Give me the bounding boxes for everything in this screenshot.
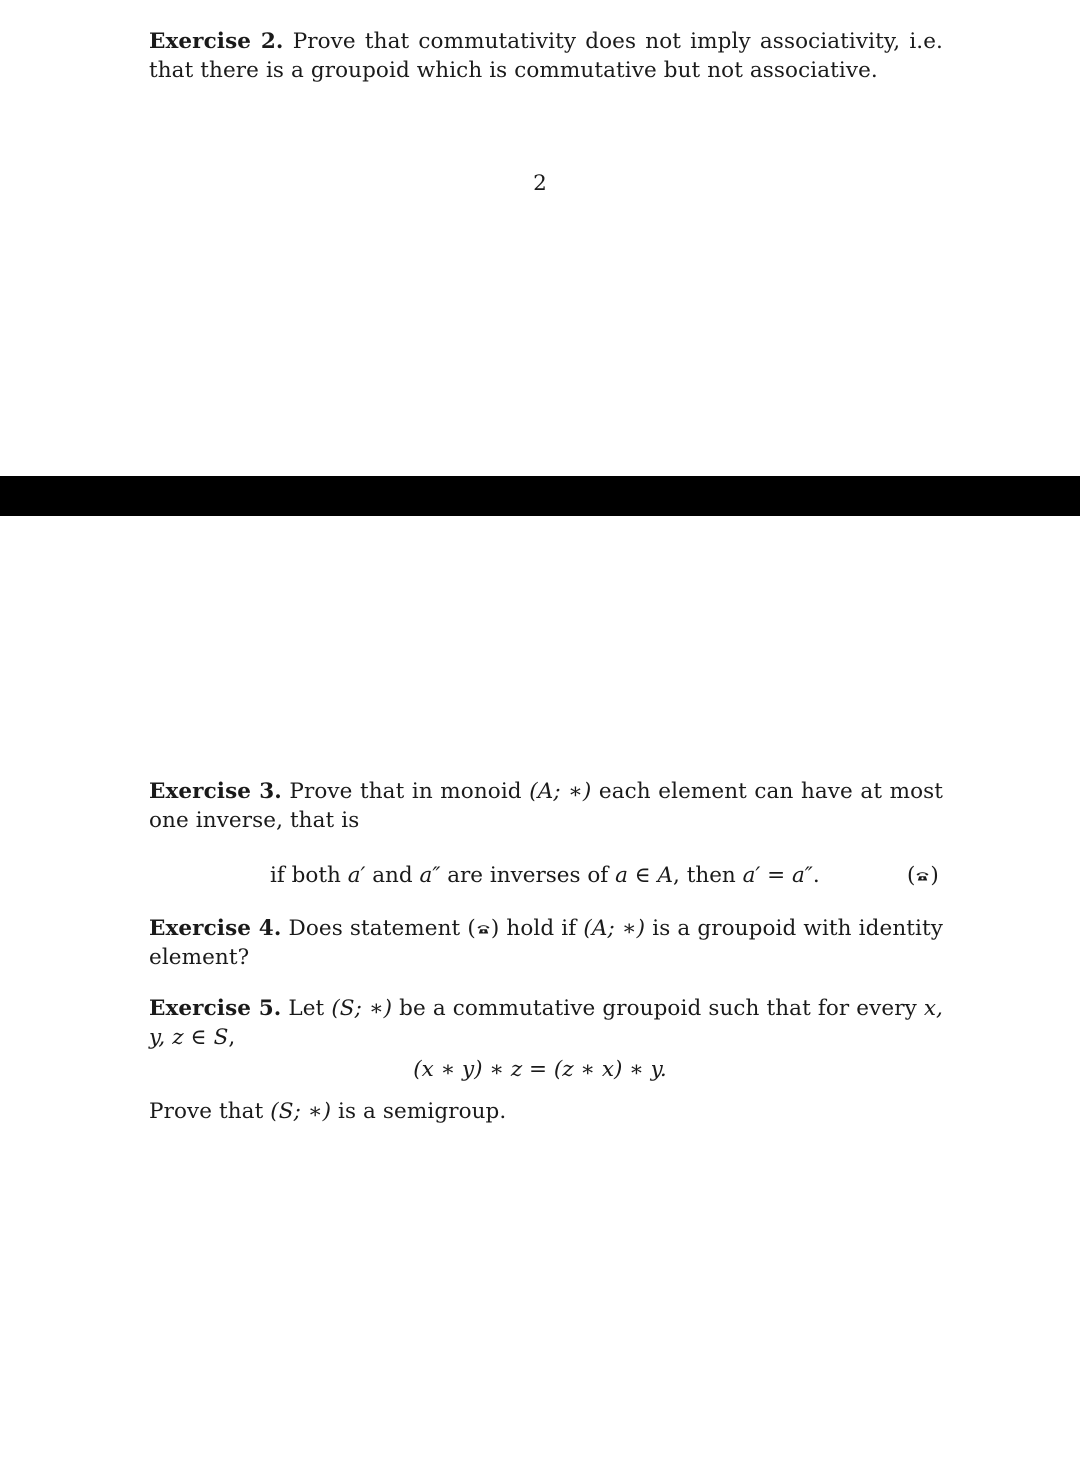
exercise-5-structure: (S; ∗) [331,996,393,1021]
exercise-5-text-a: Let [288,996,332,1021]
exercise-3 [149,777,943,835]
exercise-5-text-c: , [228,1025,236,1050]
exercise-4-text-b: ) hold if [490,916,584,941]
exercise-5-label: Exercise 5. [149,996,282,1021]
exercise-5-conclusion [149,1097,943,1126]
exercise-3-monoid: (A; ∗) [529,779,592,804]
page-separator-bar [0,476,1080,516]
exercise-3-display-statement [270,861,820,890]
equation-tag [907,861,939,890]
exercise-4-text-c: is a groupoid with identity element? [149,916,943,970]
exercise-2 [149,27,943,85]
exercise-2-label: Exercise 2. [149,29,284,54]
exercise-4-text-a: Does statement ( [288,916,476,941]
telephone-icon [477,924,490,934]
exercise-3-label: Exercise 3. [149,779,282,804]
display-text-3: are inverses of [440,863,616,888]
exercise-4-groupoid: (A; ∗) [583,916,646,941]
conclusion-text-a: Prove that [149,1099,271,1124]
exercise-5-variables: x, y, z ∈ S [149,996,943,1050]
equality: a′ = a″ [742,863,813,888]
page-bottom [0,516,1080,1484]
display-text-5: . [812,863,820,888]
exercise-2-text-line2: there is a groupoid which is commutative but not associative. [200,58,878,83]
exercise-3-text-b: each element can have at most one inverse, that is [149,779,943,833]
exercise-5-text-b: be a commutative groupoid such that for every [392,996,924,1021]
conclusion-text-b: is a semigroup. [331,1099,507,1124]
exercise-3-text-a: Prove that in monoid [289,779,530,804]
display-text-2: and [365,863,420,888]
tag-open: ( [907,863,916,888]
a-prime: a′ [347,863,366,888]
exercise-4-label: Exercise 4. [149,916,282,941]
telephone-icon [916,871,929,881]
exercise-2-text-line1: Prove that commutativity does not imply associativity, i.e. that [149,29,943,83]
exercise-5 [149,994,943,1052]
exercise-5-equation: (x ∗ y) ∗ z = (z ∗ x) ∗ y. [413,1057,667,1082]
page-number: 2 [533,171,547,196]
exercise-4 [149,914,943,972]
a-double-prime: a″ [419,863,441,888]
conclusion-structure: (S; ∗) [270,1099,332,1124]
display-text-1: if both [270,863,348,888]
display-text-4: , then [673,863,743,888]
tag-close: ) [930,863,939,888]
membership: a ∈ A [615,863,674,888]
page-top [0,0,1080,476]
